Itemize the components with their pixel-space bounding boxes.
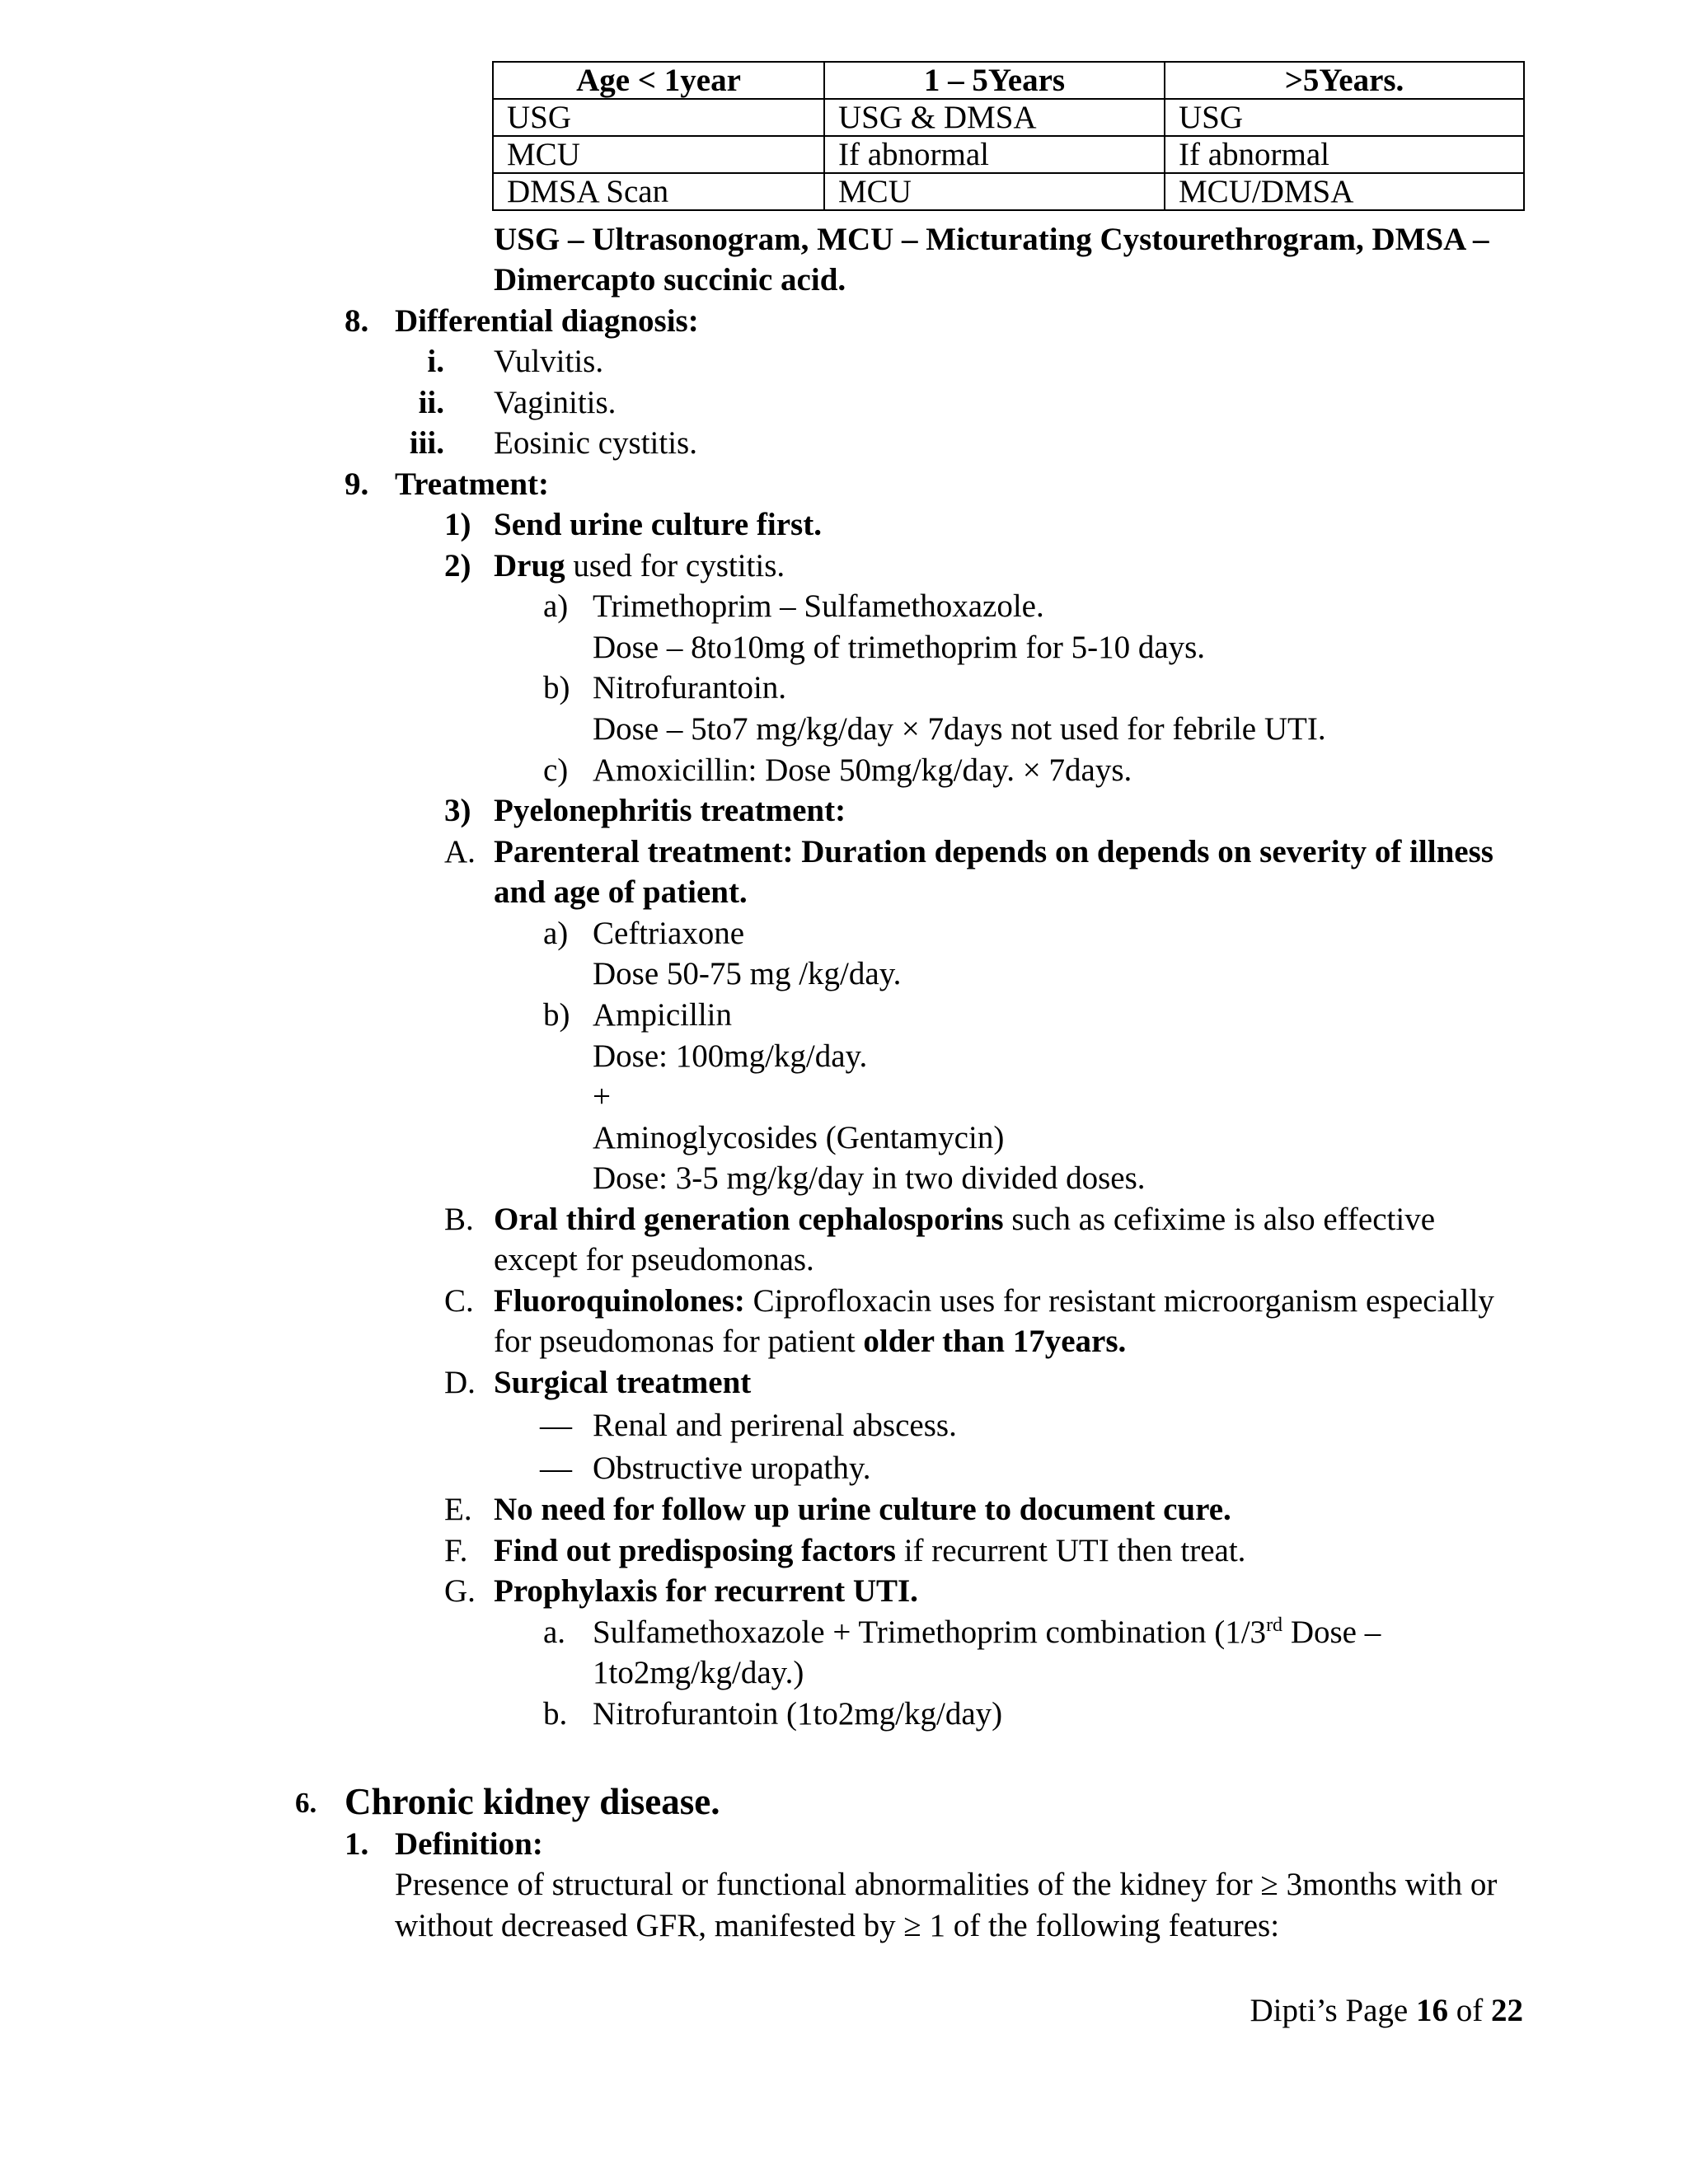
list-marker: a): [543, 588, 569, 624]
sub-item: Nitrofurantoin (1to2mg/kg/day): [593, 1696, 1003, 1732]
dose-text: Dose: 100mg/kg/day.: [593, 1038, 868, 1074]
bold-term: Find out predisposing factors: [494, 1533, 896, 1568]
table-row: [493, 136, 1524, 173]
item-text: for pseudomonas for patient: [494, 1324, 864, 1359]
drug-name: Nitrofurantoin.: [593, 670, 787, 705]
list-marker: F.: [444, 1533, 468, 1568]
chapter-title: Chronic kidney disease.: [345, 1781, 720, 1822]
drug-name: Trimethoprim – Sulfamethoxazole.: [593, 588, 1044, 624]
dose-text: Dose: 3-5 mg/kg/day in two divided doses.: [593, 1160, 1146, 1196]
section-number: 8.: [345, 303, 369, 339]
list-marker: ii.: [418, 385, 444, 420]
list-marker: b): [543, 670, 570, 705]
table-cell: MCU/DMSA: [1165, 173, 1524, 210]
list-marker: c): [543, 752, 569, 788]
paragraph-line: without decreased GFR, manifested by ≥ 1 of the following features:: [395, 1908, 1280, 1943]
list-item: Prophylaxis for recurrent UTI.: [494, 1573, 918, 1609]
drug-name: Ceftriaxone: [593, 916, 745, 951]
table-cell: If abnormal: [824, 136, 1165, 173]
table-header-cell: >5Years.: [1165, 62, 1524, 99]
dash-bullet: —: [540, 1451, 572, 1486]
table-cell: DMSA Scan: [493, 173, 824, 210]
list-item: Eosinic cystitis.: [494, 425, 697, 461]
section-number: 9.: [345, 466, 369, 502]
list-item-continuation: except for pseudomonas.: [494, 1242, 814, 1277]
table-cell: USG & DMSA: [824, 99, 1165, 136]
table-header-cell: Age < 1year: [493, 62, 824, 99]
list-item: Vulvitis.: [494, 344, 604, 379]
item-text: used for cystitis.: [565, 548, 785, 583]
section-heading: Treatment:: [395, 466, 549, 502]
list-marker: D.: [444, 1365, 476, 1400]
list-marker: G.: [444, 1573, 476, 1609]
footer-prefix: Dipti’s Page: [1250, 1993, 1416, 2028]
list-marker: E.: [444, 1492, 472, 1527]
table-cell: USG: [493, 99, 824, 136]
list-item: [494, 1530, 1245, 1572]
item-text: such as cefixime is also effective: [1003, 1202, 1436, 1237]
list-item: Vaginitis.: [494, 385, 617, 420]
list-marker: 3): [444, 793, 471, 828]
table-cell: MCU: [493, 136, 824, 173]
list-item: No need for follow up urine culture to document cure.: [494, 1492, 1231, 1527]
plus-sign: +: [593, 1079, 611, 1114]
section-heading: Differential diagnosis:: [395, 303, 699, 339]
list-marker: b): [543, 997, 570, 1033]
list-marker: a): [543, 916, 569, 951]
drug-name: Aminoglycosides (Gentamycin): [593, 1120, 1005, 1155]
section-number: 1.: [345, 1826, 369, 1862]
table-row: [493, 99, 1524, 136]
superscript: rd: [1266, 1615, 1283, 1636]
table-header-cell: 1 – 5Years: [824, 62, 1165, 99]
page-footer: [1250, 1990, 1524, 2032]
sub-item: Obstructive uropathy.: [593, 1451, 871, 1486]
drug-name: Ampicillin: [593, 997, 732, 1033]
imaging-table: [492, 61, 1525, 211]
list-item-continuation: and age of patient.: [494, 874, 748, 910]
list-item: Pyelonephritis treatment:: [494, 793, 846, 828]
item-text: Sulfamethoxazole + Trimethoprim combination (1/3: [593, 1615, 1267, 1650]
bold-term: Oral third generation cephalosporins: [494, 1202, 1004, 1237]
dose-text: Dose – 8to10mg of trimethoprim for 5-10 days.: [593, 630, 1206, 665]
paragraph-line: Presence of structural or functional abnormalities of the kidney for ≥ 3months with or: [395, 1867, 1498, 1902]
dose-text: Dose 50-75 mg /kg/day.: [593, 956, 902, 991]
list-item-continuation: [494, 1321, 1126, 1362]
footer-of: of: [1448, 1993, 1491, 2028]
list-marker: b.: [543, 1696, 568, 1732]
table-cell: USG: [1165, 99, 1524, 136]
list-item: [494, 1199, 1435, 1240]
dash-bullet: —: [540, 1408, 572, 1443]
list-marker: iii.: [409, 425, 444, 461]
bold-term: Drug: [494, 548, 565, 583]
list-item: Surgical treatment: [494, 1365, 752, 1400]
page-number: 16: [1416, 1993, 1448, 2028]
table-legend-line: USG – Ultrasonogram, MCU – Micturating Cystourethrogram, DMSA –: [494, 222, 1489, 257]
sub-item: Renal and perirenal abscess.: [593, 1408, 957, 1443]
list-item: Send urine culture first.: [494, 507, 822, 542]
item-text: Ciprofloxacin uses for resistant microorganism especially: [744, 1283, 1494, 1319]
section-heading: Definition:: [395, 1826, 543, 1862]
sub-item: [593, 1612, 1381, 1653]
list-item: [494, 546, 785, 587]
list-item: [494, 1281, 1494, 1322]
list-marker: 1): [444, 507, 471, 542]
list-marker: i.: [427, 344, 444, 379]
drug-name: Amoxicillin: Dose 50mg/kg/day. × 7days.: [593, 752, 1132, 788]
list-marker: B.: [444, 1202, 474, 1237]
item-text: if recurrent UTI then treat.: [895, 1533, 1246, 1568]
page-total: 22: [1491, 1993, 1523, 2028]
table-legend-line: Dimercapto succinic acid.: [494, 262, 846, 298]
bold-term: older than 17years.: [863, 1324, 1127, 1359]
list-marker: a.: [543, 1615, 566, 1650]
table-cell: MCU: [824, 173, 1165, 210]
item-text: Dose –: [1282, 1615, 1381, 1650]
table-row: [493, 173, 1524, 210]
dose-text: Dose – 5to7 mg/kg/day × 7days not used for febrile UTI.: [593, 711, 1326, 747]
list-item: Parenteral treatment: Duration depends on depends on severity of illness: [494, 834, 1493, 869]
chapter-number: 6.: [295, 1787, 317, 1819]
table-header-row: [493, 62, 1524, 99]
list-marker: 2): [444, 548, 471, 583]
sub-item-continuation: 1to2mg/kg/day.): [593, 1655, 804, 1690]
table-cell: If abnormal: [1165, 136, 1524, 173]
bold-term: Fluoroquinolones:: [494, 1283, 745, 1319]
list-marker: C.: [444, 1283, 474, 1319]
list-marker: A.: [444, 834, 476, 869]
